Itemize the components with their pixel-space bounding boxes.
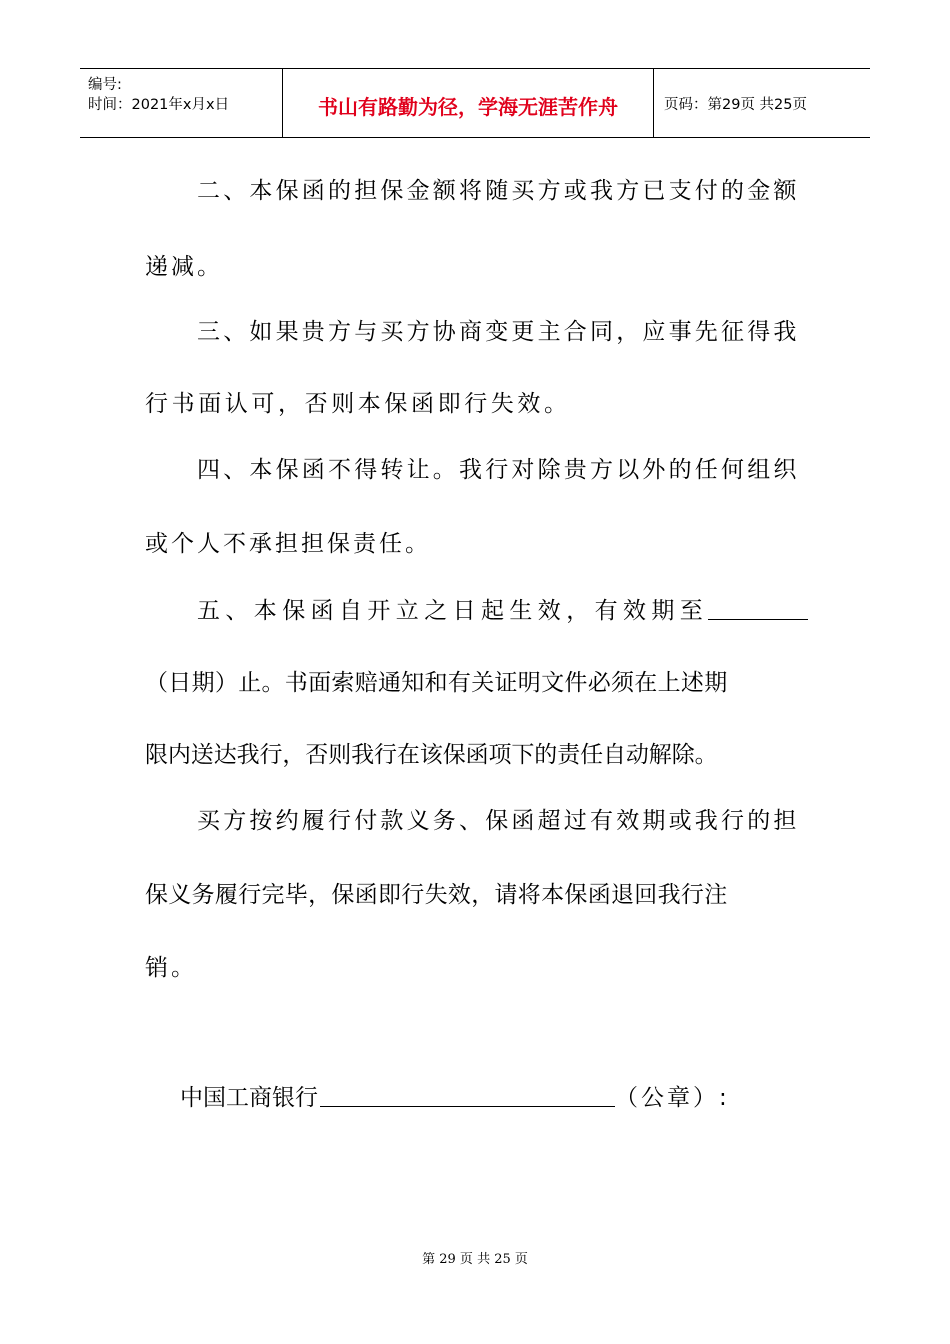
paragraph-line: 限内送达我行，否则我行在该保函项下的责任自动解除。 (145, 742, 718, 768)
header-meta-cell (80, 69, 282, 137)
date-label: 时间：2021年x月x日 (88, 97, 230, 113)
page-code: 页码：第29页 共25页 (664, 97, 808, 113)
paragraph-line: 三、如果贵方与买方协商变更主合同，应事先征得我 (197, 319, 800, 345)
validity-text: 五、本保函自开立之日起生效，有效期至 (197, 598, 709, 624)
paragraph-line: 买方按约履行付款义务、保函超过有效期或我行的担 (197, 808, 800, 834)
paragraph-line: 保义务履行完毕，保函即行失效，请将本保函退回我行注 (145, 882, 728, 908)
date-blank (708, 597, 808, 620)
page-footer: 第 29 页 共 25 页 (422, 1252, 528, 1267)
seal-label: （公章）: (615, 1085, 730, 1111)
paragraph-line: 或个人不承担担保责任。 (145, 531, 431, 557)
header-page-cell (654, 69, 870, 137)
bank-name: 中国工商银行 (180, 1085, 318, 1111)
paragraph-line: 销。 (145, 955, 197, 981)
paragraph-line: 递减。 (145, 254, 223, 280)
signature-line (180, 1084, 730, 1110)
branch-blank (320, 1084, 615, 1107)
paragraph-line: （日期）止。书面索赔通知和有关证明文件必须在上述期 (145, 670, 728, 696)
header-motto-cell (282, 69, 654, 137)
paragraph-line: 行书面认可，否则本保函即行失效。 (145, 391, 571, 417)
paragraph-line: 四、本保函不得转让。我行对除贵方以外的任何组织 (197, 457, 800, 483)
paragraph-line: 二、本保函的担保金额将随买方或我方已支付的金额 (197, 178, 800, 204)
serial-number-label: 编号: (88, 77, 122, 93)
motto-text: 书山有路勤为径，学海无涯苦作舟 (318, 95, 618, 119)
paragraph-line (197, 597, 808, 623)
document-header (80, 68, 870, 138)
